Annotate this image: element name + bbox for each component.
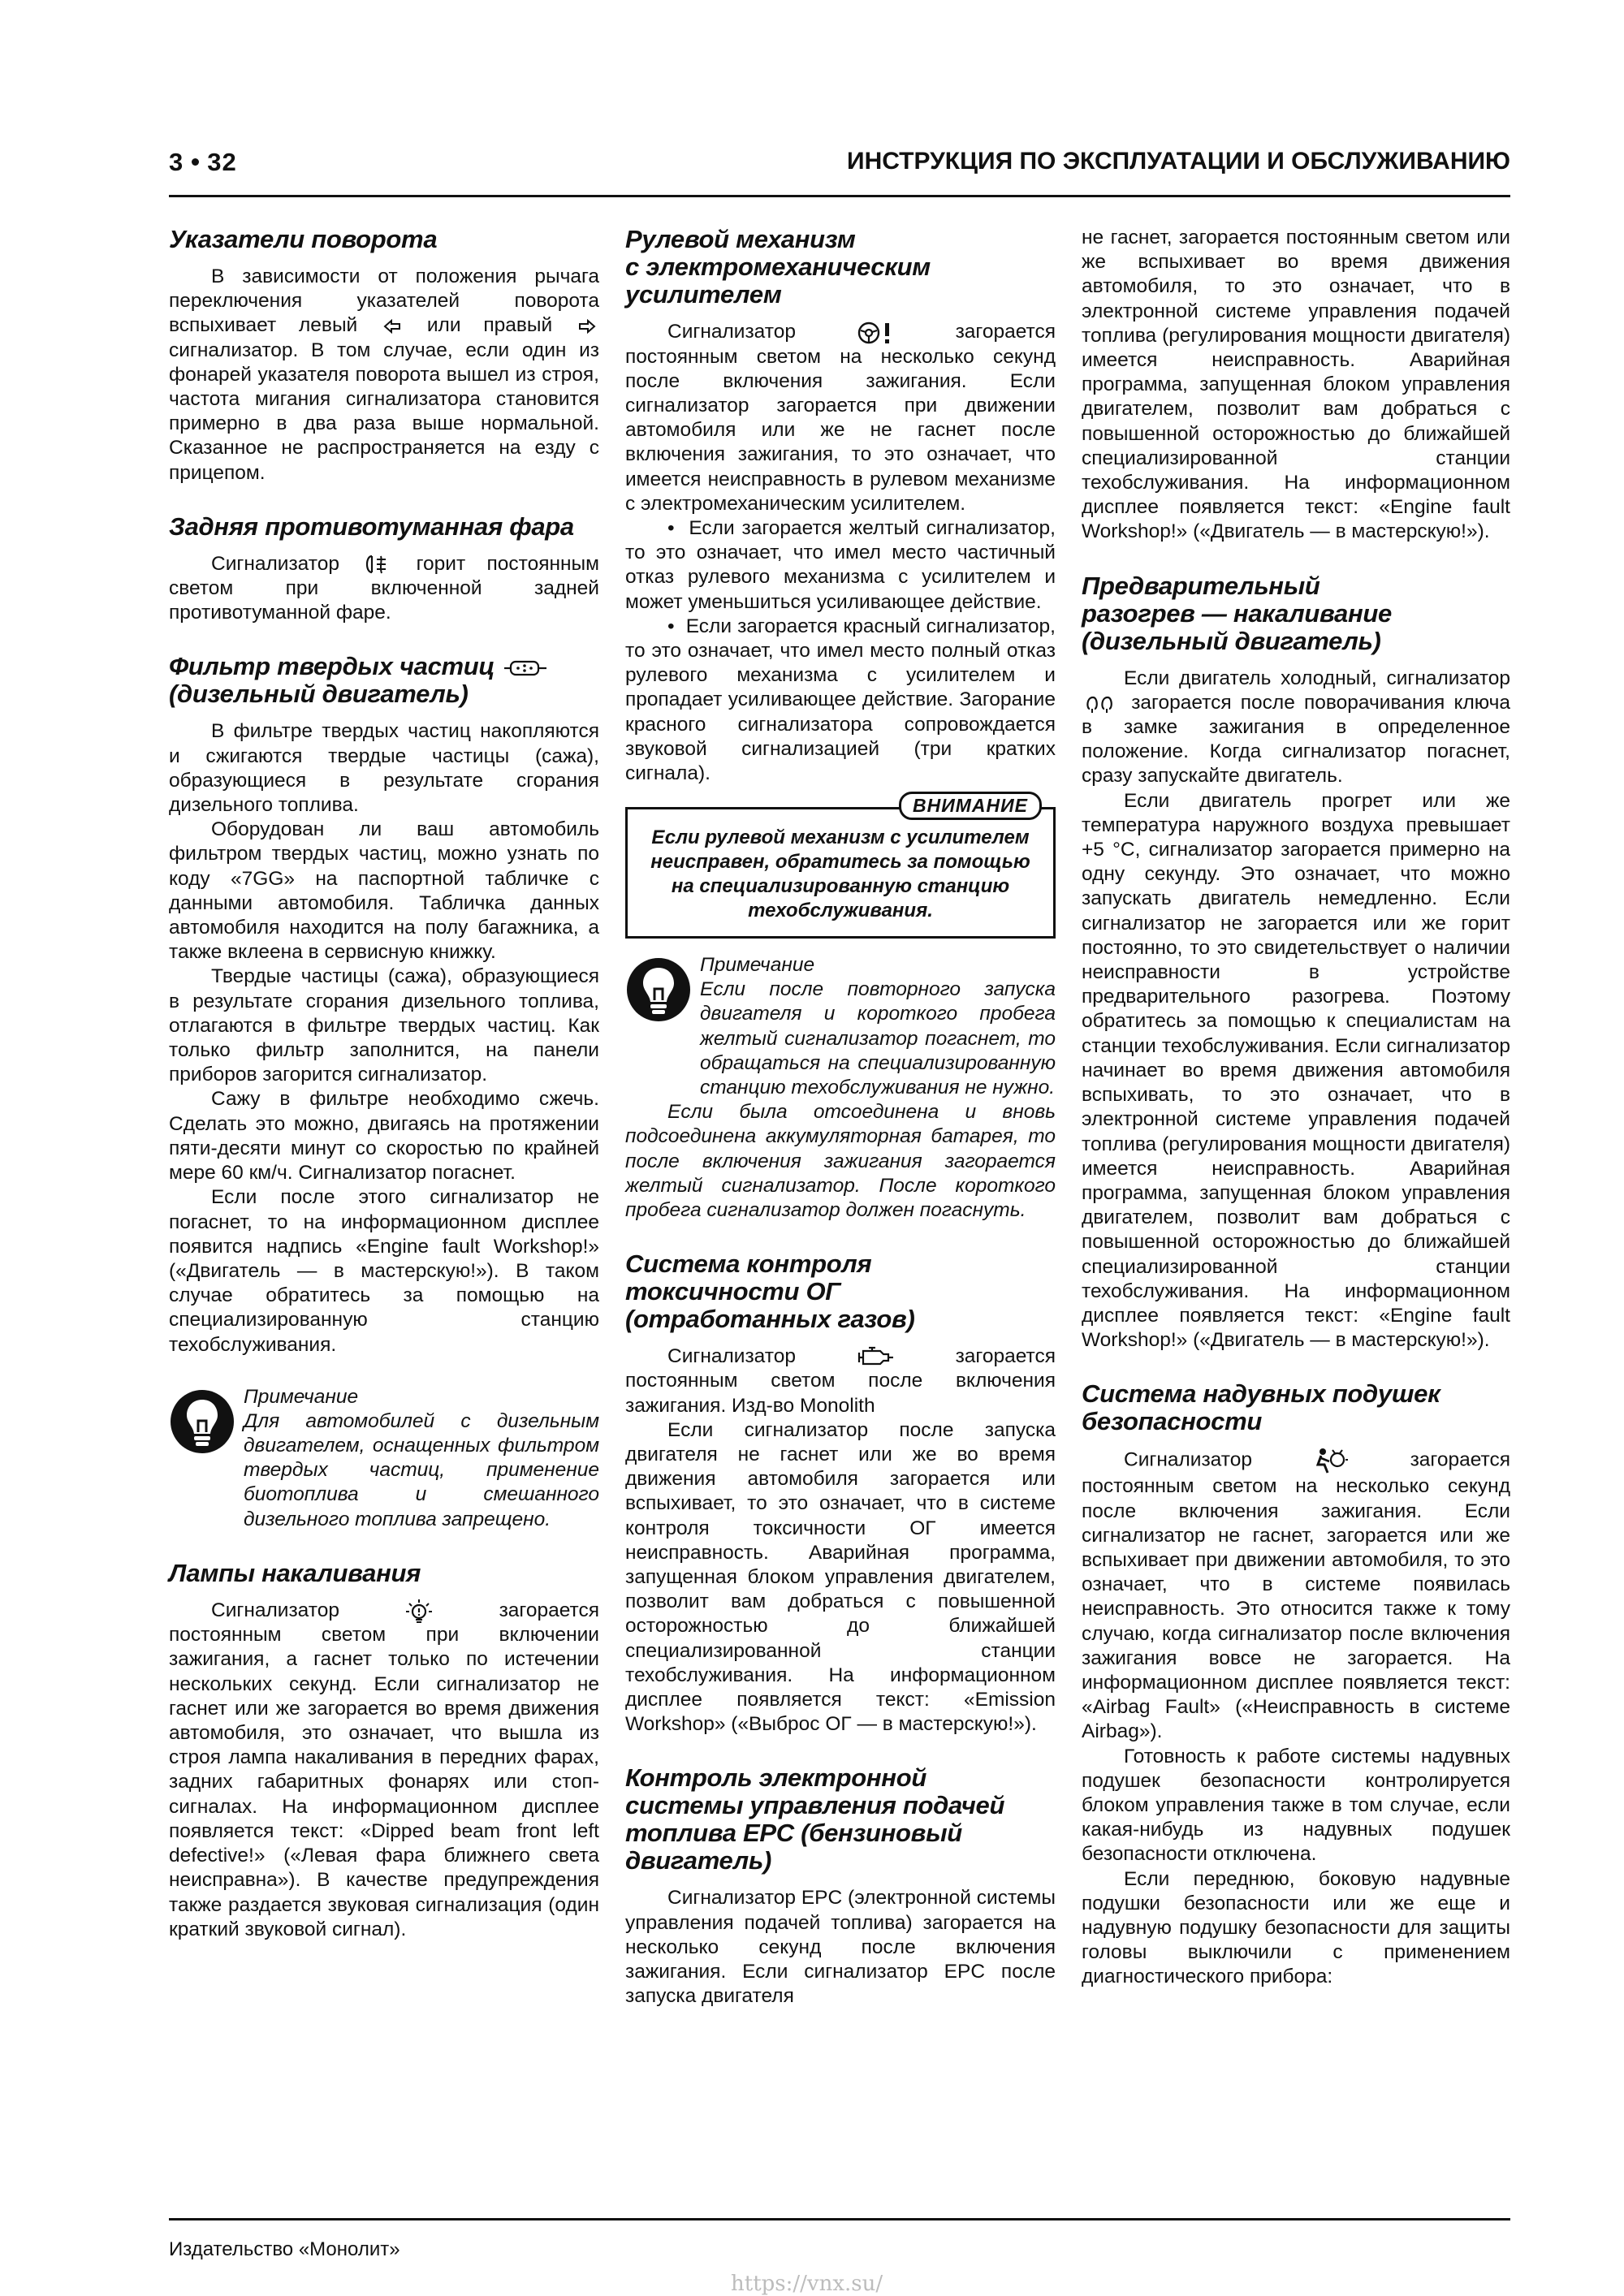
note-text: Если была отсоединена и вновь подсоединена аккумуляторная батарея, то после включения зажигания загорается желтый сигнализатор. После короткого пробега сигнализатор должен погаснуть. (625, 1101, 1056, 1222)
section-title-bulbs: Лампы накаливания (169, 1558, 421, 1587)
page-number: 3 32 (169, 148, 237, 176)
warning-text: Если рулевой механизм с усилителем неисправен, обратитесь за помощью на специализированную станцию техобслуживания. (650, 826, 1030, 922)
paragraph: Сигнализатор загорается постоянным светом на несколько секунд после включения зажигания. Если сигнализатор загорается при движении автомобиля или же не гаснет после включения зажигания, то это означает, что имеется неисправность в рулевом механизме с электромеханическим усилителем. (625, 321, 1056, 515)
right-arrow-icon (578, 319, 596, 334)
section-title-particulate-filter: Фильтр твердых частиц (дизельный двигатель) (169, 653, 599, 708)
lightbulb-icon (169, 1388, 235, 1455)
paragraph: Если переднюю, боковую надувные подушки безопасности или же еще и надувную подушку безопасности для защиты головы выключили с применением диагностического прибора: (1082, 1867, 1510, 1988)
rear-fog-light-icon (364, 554, 391, 575)
paragraph: не гаснет, загорается постоянным светом или же вспыхивает во время движения автомобиля, то это означает, что в электронной системе управления подачей топлива (регулирования мощности двигателя) имеется неисправность. Аварийная программа, запущенная блоком управления двигателем, позволит вам добраться с повышенной осторожностью до ближайшей специализированной станции техобслуживания. На информационном дисплее появляется текст: «Engine fault Workshop!» («Двигатель — в мастерскую!»). (1082, 227, 1510, 543)
section-title-epc: Контроль электронной системы управления подачей топлива EPC (бензиновый двигатель) (625, 1763, 1005, 1875)
paragraph: В зависимости от положения рычага переключения указателей поворота вспыхивает левый или правый сигнализатор. В том случае, если один из фонарей указателя поворота вышел из строя, частота мигания сигнализатора становится примерно в два раза выше нормальной. Сказанное не распространяется на езду с прицепом. (169, 265, 599, 484)
note-title: Примечание (700, 954, 815, 977)
note-box (169, 1385, 599, 1532)
section-title-emissions: Система контроля токсичности ОГ (отработанных газов) (625, 1249, 915, 1334)
bullet-item: • Если загорается красный сигнализатор, то это означает, что имел место полный отказ рулевого механизма с усилителем и пропадает усиливающее действие. Загорание красного сигнализатора сопровождается звуковой сигнализацией (три кратких сигнала). (625, 615, 1056, 784)
paragraph: Сигнализатор EPC (электронной системы управления подачей топлива) загорается на несколько секунд после включения зажигания. Если сигнализатор EPC после запуска двигателя (625, 1887, 1056, 2008)
paragraph: Если двигатель холодный, сигнализатор загорается после поворачивания ключа в замке зажигания в определенное положение. Когда сигнализатор погаснет, сразу запускайте двигатель. (1082, 667, 1510, 788)
particulate-filter-icon (504, 658, 546, 678)
paragraph: В фильтре твердых частиц накопляются и сжигаются твердые частицы (сажа), образующиеся в результате сгорания дизельного топлива. (169, 720, 599, 817)
note-title: Примечание (244, 1385, 359, 1408)
paragraph: Если после этого сигнализатор не погаснет, то на информационном дисплее появится надпись «Engine fault Workshop!» («Двигатель — в мастерскую!»). В таком случае обратитесь за помощью на специализированную станцию техобслуживания. (169, 1186, 599, 1356)
lightbulb-icon (625, 956, 692, 1023)
footer-rule (169, 2218, 1510, 2220)
paragraph: Сигнализатор загорается постоянным светом при включении зажигания, а гаснет только по истечении нескольких секунд. Если сигнализатор не гаснет или же загорается во время движения автомобиля, это означает, что вышла из строя лампа накаливания в передних фарах, задних габаритных фонарях или стоп-сигналах. На информационном дисплее появляется текст: «Dipped beam front left defective!» («Левая фара ближнего света неисправна»). В качестве предупреждения также раздается звуковая сигнализация (один краткий звуковой сигнал). (169, 1599, 599, 1940)
paragraph: Оборудован ли ваш автомобиль фильтром твердых частиц, можно узнать по коду «7GG» на паспортной табличке с данными автомобиля. Табличка данных автомобиля находится на полу багажника, а также вклеена в сервисную книжку. (169, 818, 599, 964)
publisher: Издательство «Монолит» (169, 2238, 400, 2260)
bulb-failure-icon (405, 1599, 433, 1623)
note-text: Если после повторного запуска двигателя и короткого пробега желтый сигнализатор погаснет, то обращаться на специализированную станцию техобслуживания не нужно. (700, 978, 1056, 1098)
bullet-item: • Если загорается желтый сигнализатор, то это означает, что имел место частичный отказ рулевого механизма с усилителем и может уменьшиться усиливающее действие. (625, 516, 1056, 613)
section-title-turn-signals: Указатели поворота (169, 225, 438, 253)
paragraph: Если двигатель прогрет или же температура наружного воздуха превышает +5 °С, сигнализатор загорается примерно на одну секунду. Это означает, что можно запускать двигатель немедленно. Если сигнализатор не загорается или же горит постоянно, то это свидетельствует о наличии неисправности в устройстве предварительного разогрева. Поэтому обратитесь за помощью к специалистам на станции техобслуживания. Если сигнализатор начинает во время движения автомобиля вспыхивать, то это означает, что в электронной системе управления подачей топлива (регулирования мощности двигателя) имеется неисправность. Аварийная программа, запущенная блоком управления двигателем, позволит вам добраться с повышенной осторожностью до ближайшей специализированной станции техобслуживания. На информационном дисплее появляется текст: «Engine fault Workshop!» («Двигатель — в мастерскую!»). (1082, 789, 1510, 1352)
page-header (169, 148, 1510, 188)
paragraph: Твердые частицы (сажа), образующиеся в результате сгорания дизельного топлива, отлагаются в фильтре твердых частиц. Как только фильтр заполнится, на панели приборов загорится сигнализатор. (169, 965, 599, 1086)
note-box (625, 953, 1056, 1223)
left-arrow-icon (383, 319, 401, 334)
steering-warning-icon (856, 321, 895, 345)
engine-check-icon (856, 1346, 895, 1369)
section-title-steering: Рулевой механизм с электромеханическим усилителем (625, 225, 931, 309)
running-title: ИНСТРУКЦИЯ ПО ЭКСПЛУАТАЦИИ И ОБСЛУЖИВАНИЮ (847, 148, 1510, 175)
column-3 (1082, 226, 1510, 1990)
glow-plug-icon (1085, 693, 1119, 714)
paragraph: Сигнализатор загорается постоянным светом после включения зажигания. Изд-во Monolith (625, 1345, 1056, 1417)
paragraph: Сигнализатор горит постоянным светом при включенной задней противотуманной фаре. (169, 552, 600, 624)
paragraph: Сигнализатор загорается постоянным светом на несколько секунд после включения зажигания. Если сигнализатор не гаснет, загорается или же вспыхивает при движении автомобиля, то это означает, что в системе появилась неисправность. Это относится также к тому случаю, когда сигнализатор после включения зажигания вовсе не загорается. На информационном дисплее появляется текст: «Airbag Fault» («Неисправность в системе Airbag»). (1082, 1447, 1510, 1744)
warning-box (625, 795, 1056, 939)
paragraph: Сажу в фильтре необходимо сжечь. Сделать это можно, двигаясь на протяжении пяти-десяти минут со скоростью по крайней мере 60 км/ч. Сигнализатор погаснет. (169, 1088, 599, 1185)
paragraph: Готовность к работе системы надувных подушек безопасности контролируется блоком управления также в том случае, если какая-нибудь из надувных подушек безопасности отключена. (1082, 1745, 1510, 1866)
header-rule (169, 195, 1510, 197)
section-title-rear-fog: Задняя противотуманная фара (169, 511, 574, 541)
warning-label: ВНИМАНИЕ (899, 792, 1042, 820)
section-title-glow-plugs: Предварительный разогрев — накаливание (дизельный двигатель) (1082, 571, 1392, 655)
watermark-url[interactable]: https://vnx.su/ (731, 2272, 883, 2296)
paragraph: Если сигнализатор после запуска двигателя не гаснет или же во время движения автомобиля загорается или вспыхивает, то это означает, что в системе контроля токсичности ОГ имеется неисправность. Аварийная программа, запущенная блоком управления двигателем, позволит вам добраться с повышенной осторожностью до ближайшей специализированной станции техобслуживания. На информационном дисплее появляется текст: «Emission Workshop» («Выброс ОГ — в мастерскую!»). (625, 1418, 1056, 1736)
section-title-airbags: Система надувных подушек безопасности (1082, 1379, 1440, 1436)
column-1 (169, 226, 599, 1942)
column-2 (625, 226, 1056, 2009)
note-text: Для автомобилей с дизельным двигателем, оснащенных фильтром твердых частиц, применение биотоплива и смешанного дизельного топлива запрещено. (244, 1409, 599, 1530)
airbag-icon (1313, 1447, 1349, 1474)
